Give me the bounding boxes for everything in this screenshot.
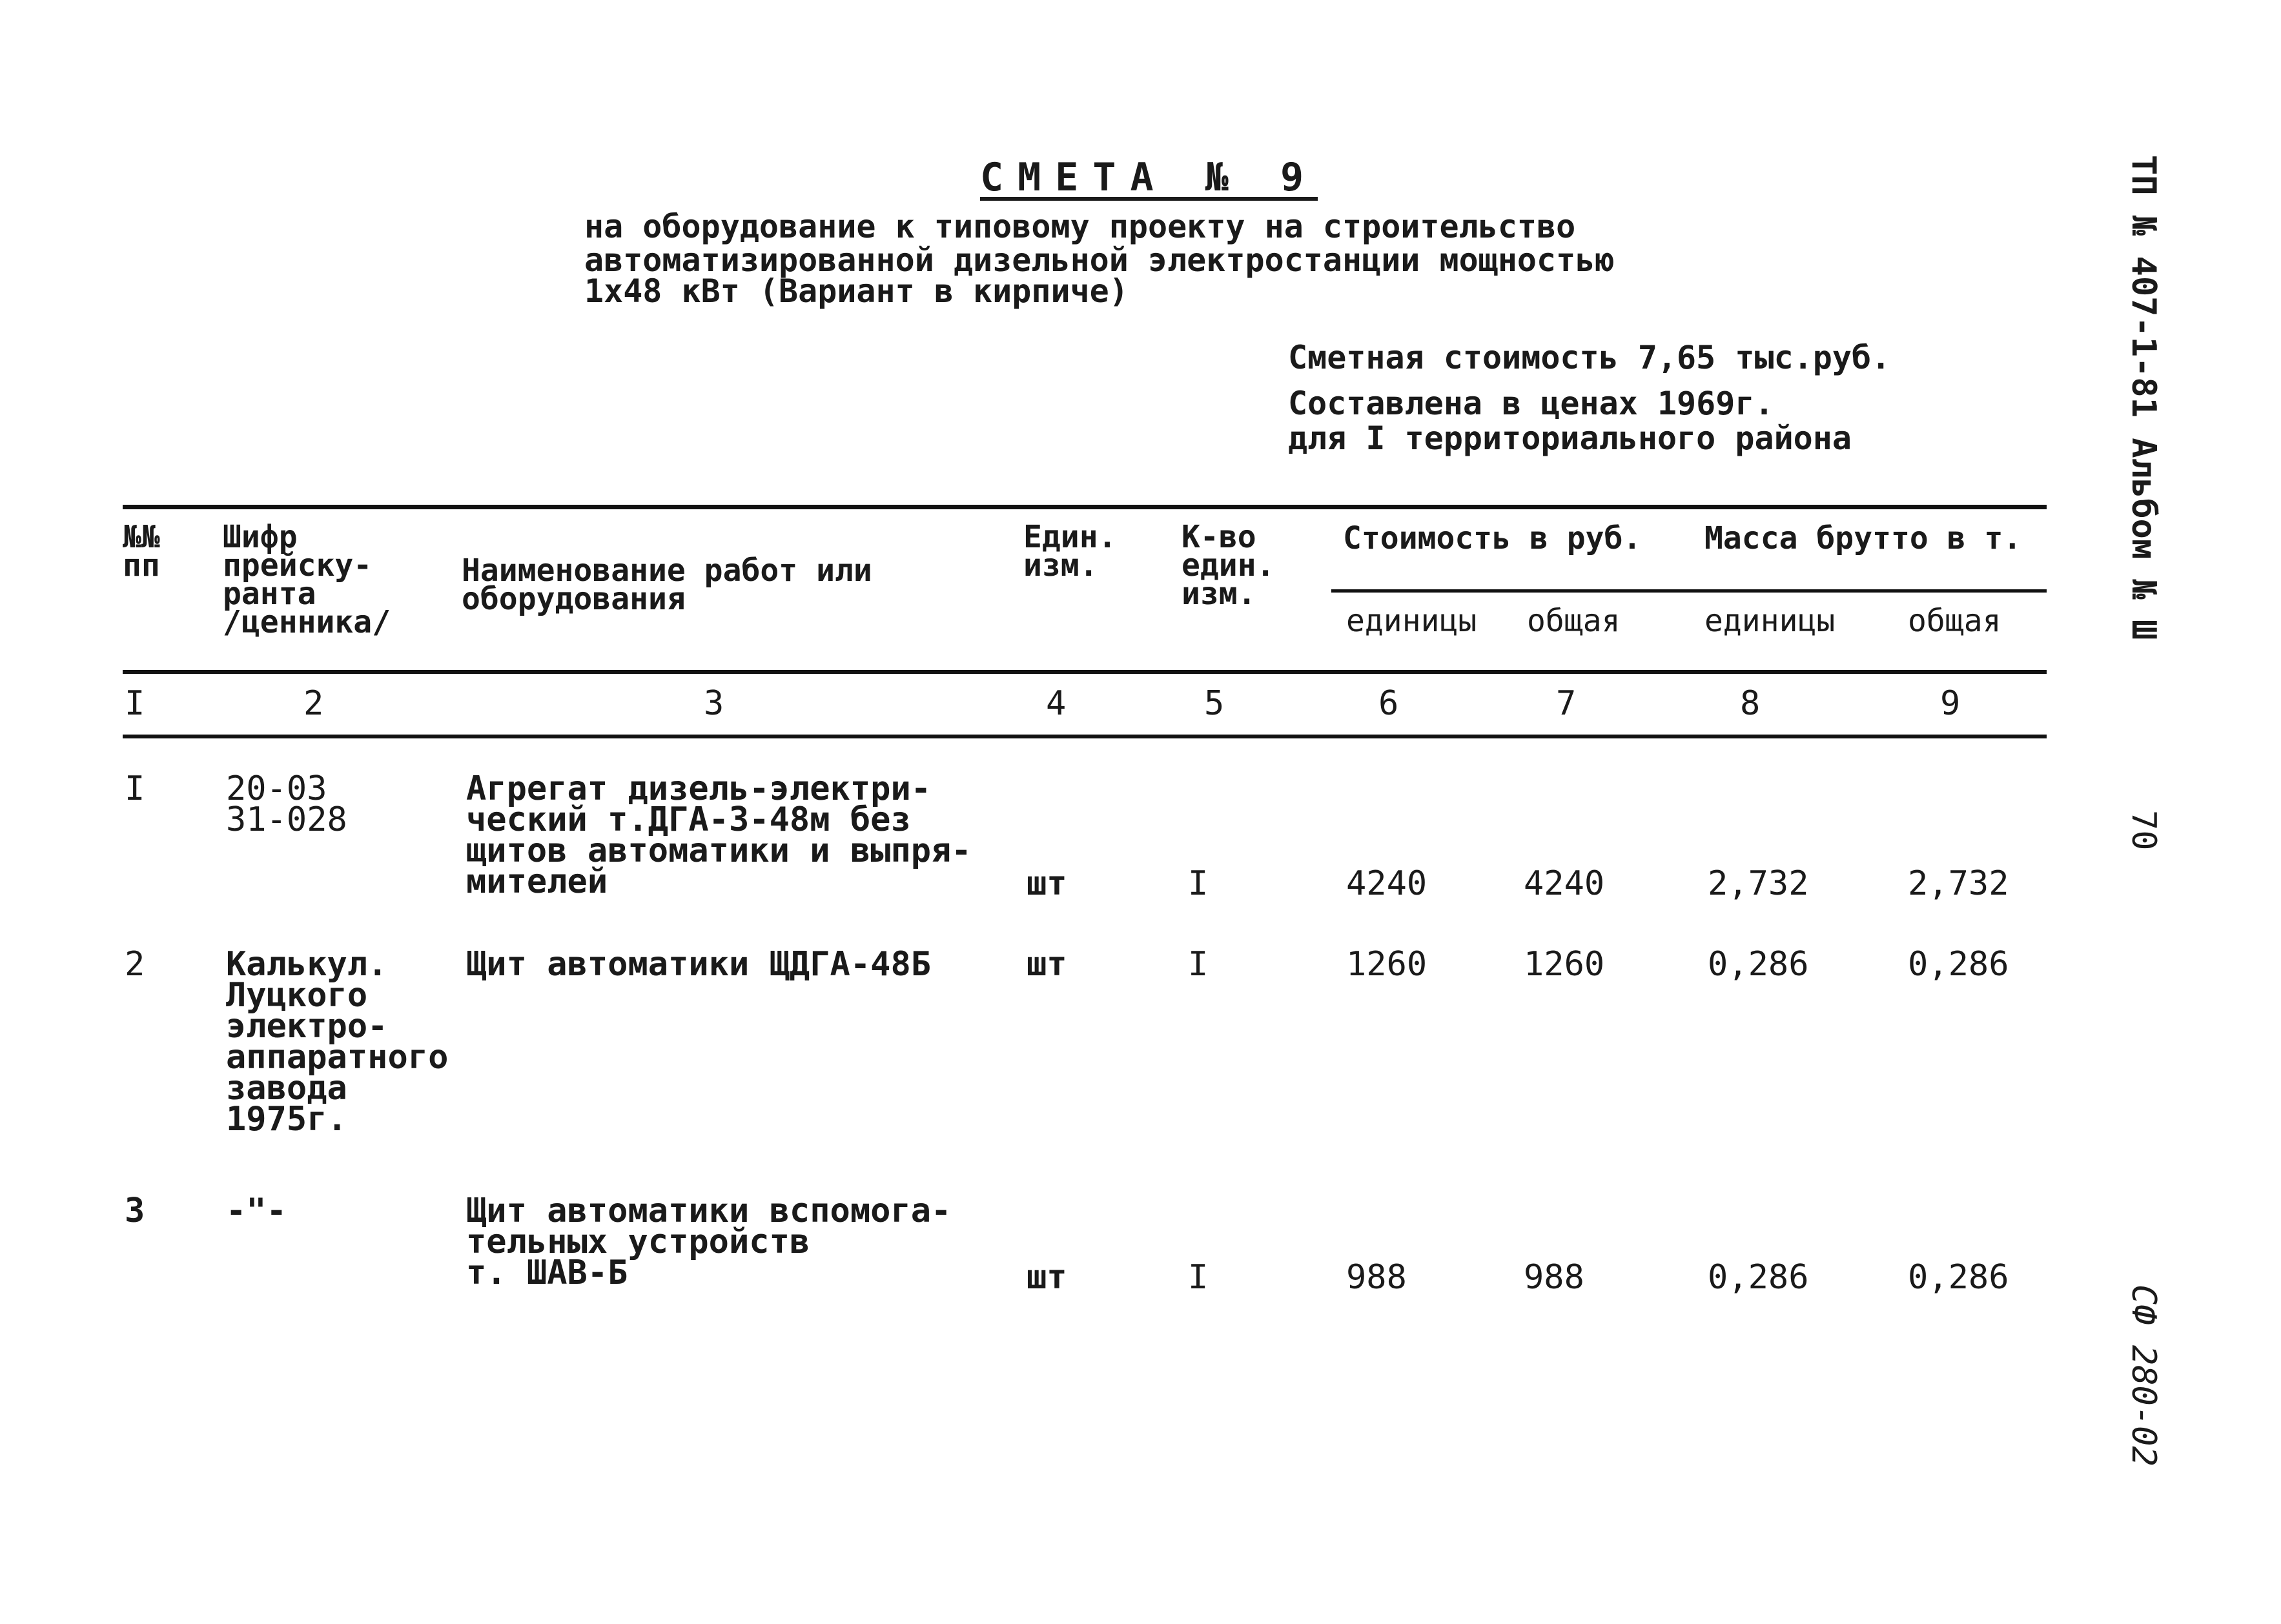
column-number-5: 5 (1204, 684, 1225, 723)
row-name: Щит автоматики ЩДГА-48Б (466, 945, 932, 984)
row-num: I (125, 769, 145, 808)
header-cost-unit: единицы (1346, 603, 1477, 639)
row-name: Щит автоматики вспомога- тельных устройств т. ШАВ-Б (466, 1192, 952, 1292)
column-number-4: 4 (1046, 684, 1067, 723)
estimated-cost: Сметная стоимость 7,65 тыс.руб. (1288, 339, 1891, 376)
subtitle-line-2: автоматизированной дизельной электростанции мощностью (584, 241, 1615, 279)
row-name: Агрегат дизель-электри- ческий т.ДГА-3-48м без щитов автоматики и выпря- мителей (466, 769, 972, 901)
row-unit: шт (1027, 945, 1067, 984)
column-number-2: 2 (303, 684, 324, 723)
row-qty: I (1188, 1258, 1209, 1297)
row-mass-total: 0,286 (1908, 1258, 2009, 1297)
row-code: Калькул. Луцкого электро- аппаратного завода 1975г. (226, 945, 449, 1139)
row-code: -"- (226, 1192, 287, 1230)
header-sub-rule (1331, 589, 2047, 593)
column-number-7: 7 (1556, 684, 1577, 723)
row-cost-unit: 4240 (1346, 864, 1427, 903)
header-qty: К-во един. изм. (1181, 519, 1275, 612)
column-number-1: I (125, 684, 145, 723)
row-cost-total: 4240 (1524, 864, 1605, 903)
column-number-8: 8 (1740, 684, 1761, 723)
header-mass-unit: единицы (1704, 603, 1836, 639)
header-bottom-rule (123, 670, 2047, 674)
header-cost-total: общая (1527, 603, 1621, 639)
header-mass-group: Масса брутто в т. (1704, 520, 2022, 556)
row-mass-total: 2,732 (1908, 864, 2009, 903)
header-name: Наименование работ или оборудования (462, 553, 872, 617)
row-qty: I (1188, 864, 1209, 903)
subtitle-line-1: на оборудование к типовому проекту на строительство (584, 208, 1576, 245)
page-number: 70 (2124, 810, 2163, 851)
header-num: №№ пп (123, 519, 160, 584)
project-reference: ТП № 407-1-81 Альбом № Ш (2124, 155, 2163, 640)
row-num: 2 (125, 945, 145, 984)
row-code: 20-03 31-028 (226, 769, 347, 839)
row-cost-total: 988 (1524, 1258, 1584, 1297)
column-number-3: 3 (704, 684, 724, 723)
row-cost-unit: 988 (1346, 1258, 1407, 1297)
header-unit: Един. изм. (1023, 519, 1117, 584)
row-mass-total: 0,286 (1908, 945, 2009, 984)
column-number-6: 6 (1378, 684, 1399, 723)
header-mass-total: общая (1908, 603, 2001, 639)
table-top-rule (123, 505, 2047, 509)
sheet-code: СФ 280-02 (2124, 1284, 2163, 1467)
row-qty: I (1188, 945, 1209, 984)
column-numbers-rule (123, 735, 2047, 738)
header-cost-group: Стоимость в руб. (1343, 520, 1642, 556)
row-mass-unit: 2,732 (1708, 864, 1809, 903)
row-num: 3 (125, 1192, 145, 1230)
subtitle-line-3: 1х48 кВт (Вариант в кирпиче) (584, 272, 1129, 310)
column-number-9: 9 (1940, 684, 1961, 723)
row-mass-unit: 0,286 (1708, 1258, 1809, 1297)
row-cost-total: 1260 (1524, 945, 1605, 984)
header-code: Шифр прейску- ранта /ценника/ (223, 519, 391, 640)
territory-line: для I территориального района (1288, 420, 1852, 457)
row-unit: шт (1027, 864, 1067, 903)
row-cost-unit: 1260 (1346, 945, 1427, 984)
row-mass-unit: 0,286 (1708, 945, 1809, 984)
prices-year: Составлена в ценах 1969г. (1288, 385, 1774, 422)
row-unit: шт (1027, 1258, 1067, 1297)
document-title: СМЕТА № 9 (980, 155, 1318, 200)
